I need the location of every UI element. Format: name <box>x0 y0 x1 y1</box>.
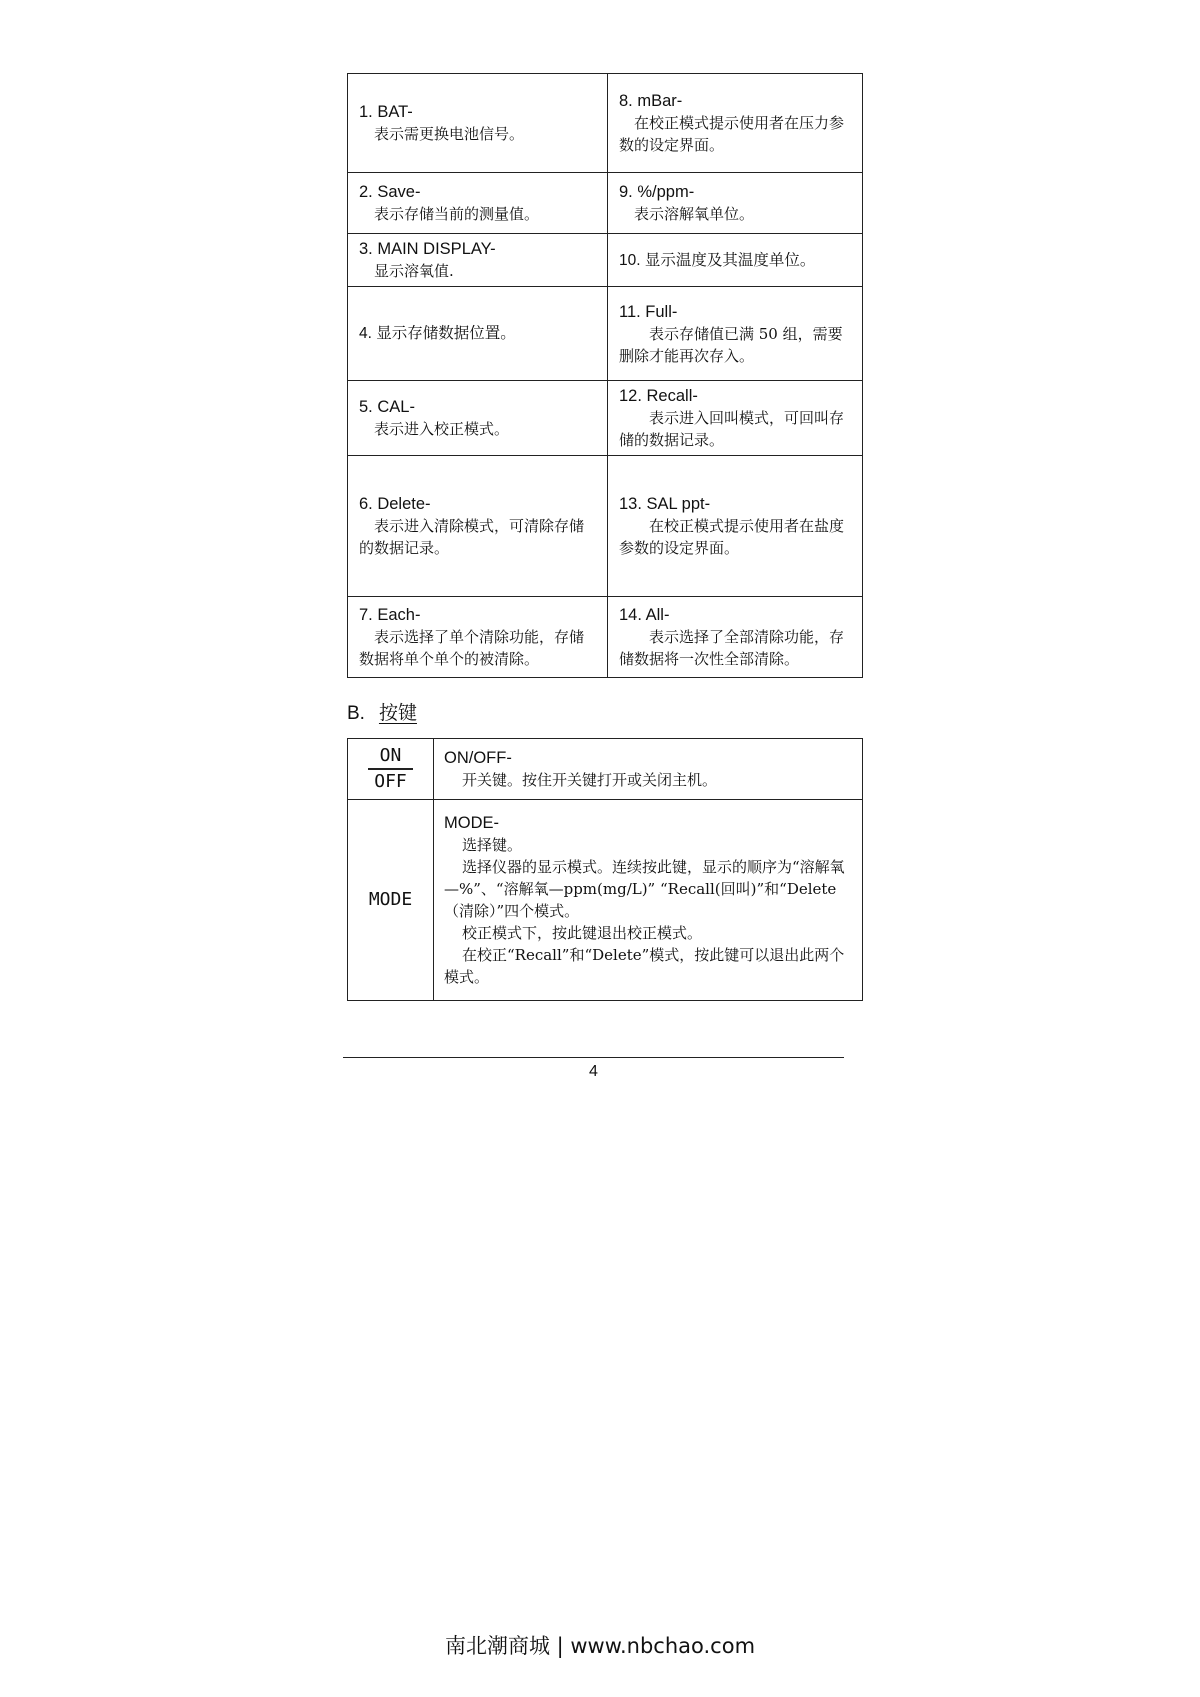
page-number: 4 <box>589 1063 598 1080</box>
display-symbols-table <box>347 73 863 678</box>
site-watermark: 南北潮商城 | www.nbchao.com <box>444 1634 756 1658</box>
onoff-key-icon: ON OFF <box>368 746 414 792</box>
table-row <box>348 173 863 234</box>
item-recall: 12. Recall- 表示进入回叫模式，可回叫存储的数据记录。 <box>608 381 863 456</box>
table-row <box>348 800 863 1001</box>
mode-key-symbol <box>348 800 434 1001</box>
item-delete: 6. Delete- 表示进入清除模式，可清除存储的数据记录。 <box>348 456 608 597</box>
onoff-key-description: ON/OFF- 开关键。按住开关键打开或关闭主机。 <box>434 739 863 800</box>
item-storage-position: 4. 显示存储数据位置。 <box>348 287 608 381</box>
item-main-display: 3. MAIN DISPLAY- 显示溶氧值. <box>348 234 608 287</box>
table-row <box>348 287 863 381</box>
table-row <box>348 74 863 173</box>
onoff-key-symbol <box>348 739 434 800</box>
table-row <box>348 456 863 597</box>
item-each: 7. Each- 表示选择了单个清除功能，存储数据将单个单个的被清除。 <box>348 597 608 678</box>
table-row <box>348 381 863 456</box>
item-save: 2. Save- 表示存储当前的测量值。 <box>348 173 608 234</box>
item-all: 14. All- 表示选择了全部清除功能，存储数据将一次性全部清除。 <box>608 597 863 678</box>
item-mbar: 8. mBar- 在校正模式提示使用者在压力参数的设定界面。 <box>608 74 863 173</box>
mode-key-description: MODE- 选择键。 选择仪器的显示模式。连续按此键，显示的顺序为“溶解氧—%”、“溶解氧—ppm(mg/L)” “Recall(回叫)”和“Delete（清除）”四个模式。 校正模式下，按此键退出校正模式。 在校正“Recall”和“Delete”模式，按此键可以退出此两个模式。 <box>434 800 863 1001</box>
section-heading-keys <box>347 698 417 725</box>
item-percent-ppm: 9. %/ppm- 表示溶解氧单位。 <box>608 173 863 234</box>
table-row <box>348 597 863 678</box>
section-title: 按键 <box>378 702 417 724</box>
item-full: 11. Full- 表示存储值已满 50 组，需要删除才能再次存入。 <box>608 287 863 381</box>
mode-key-icon: MODE <box>368 889 413 910</box>
table-row <box>348 234 863 287</box>
keys-table <box>347 738 863 1001</box>
item-sal-ppt: 13. SAL ppt- 在校正模式提示使用者在盐度参数的设定界面。 <box>608 456 863 597</box>
item-cal: 5. CAL- 表示进入校正模式。 <box>348 381 608 456</box>
table-row <box>348 739 863 800</box>
item-temperature: 10. 显示温度及其温度单位。 <box>608 234 863 287</box>
section-letter: B. <box>347 703 365 724</box>
footer-divider <box>343 1057 844 1058</box>
item-bat: 1. BAT- 表示需更换电池信号。 <box>348 74 608 173</box>
